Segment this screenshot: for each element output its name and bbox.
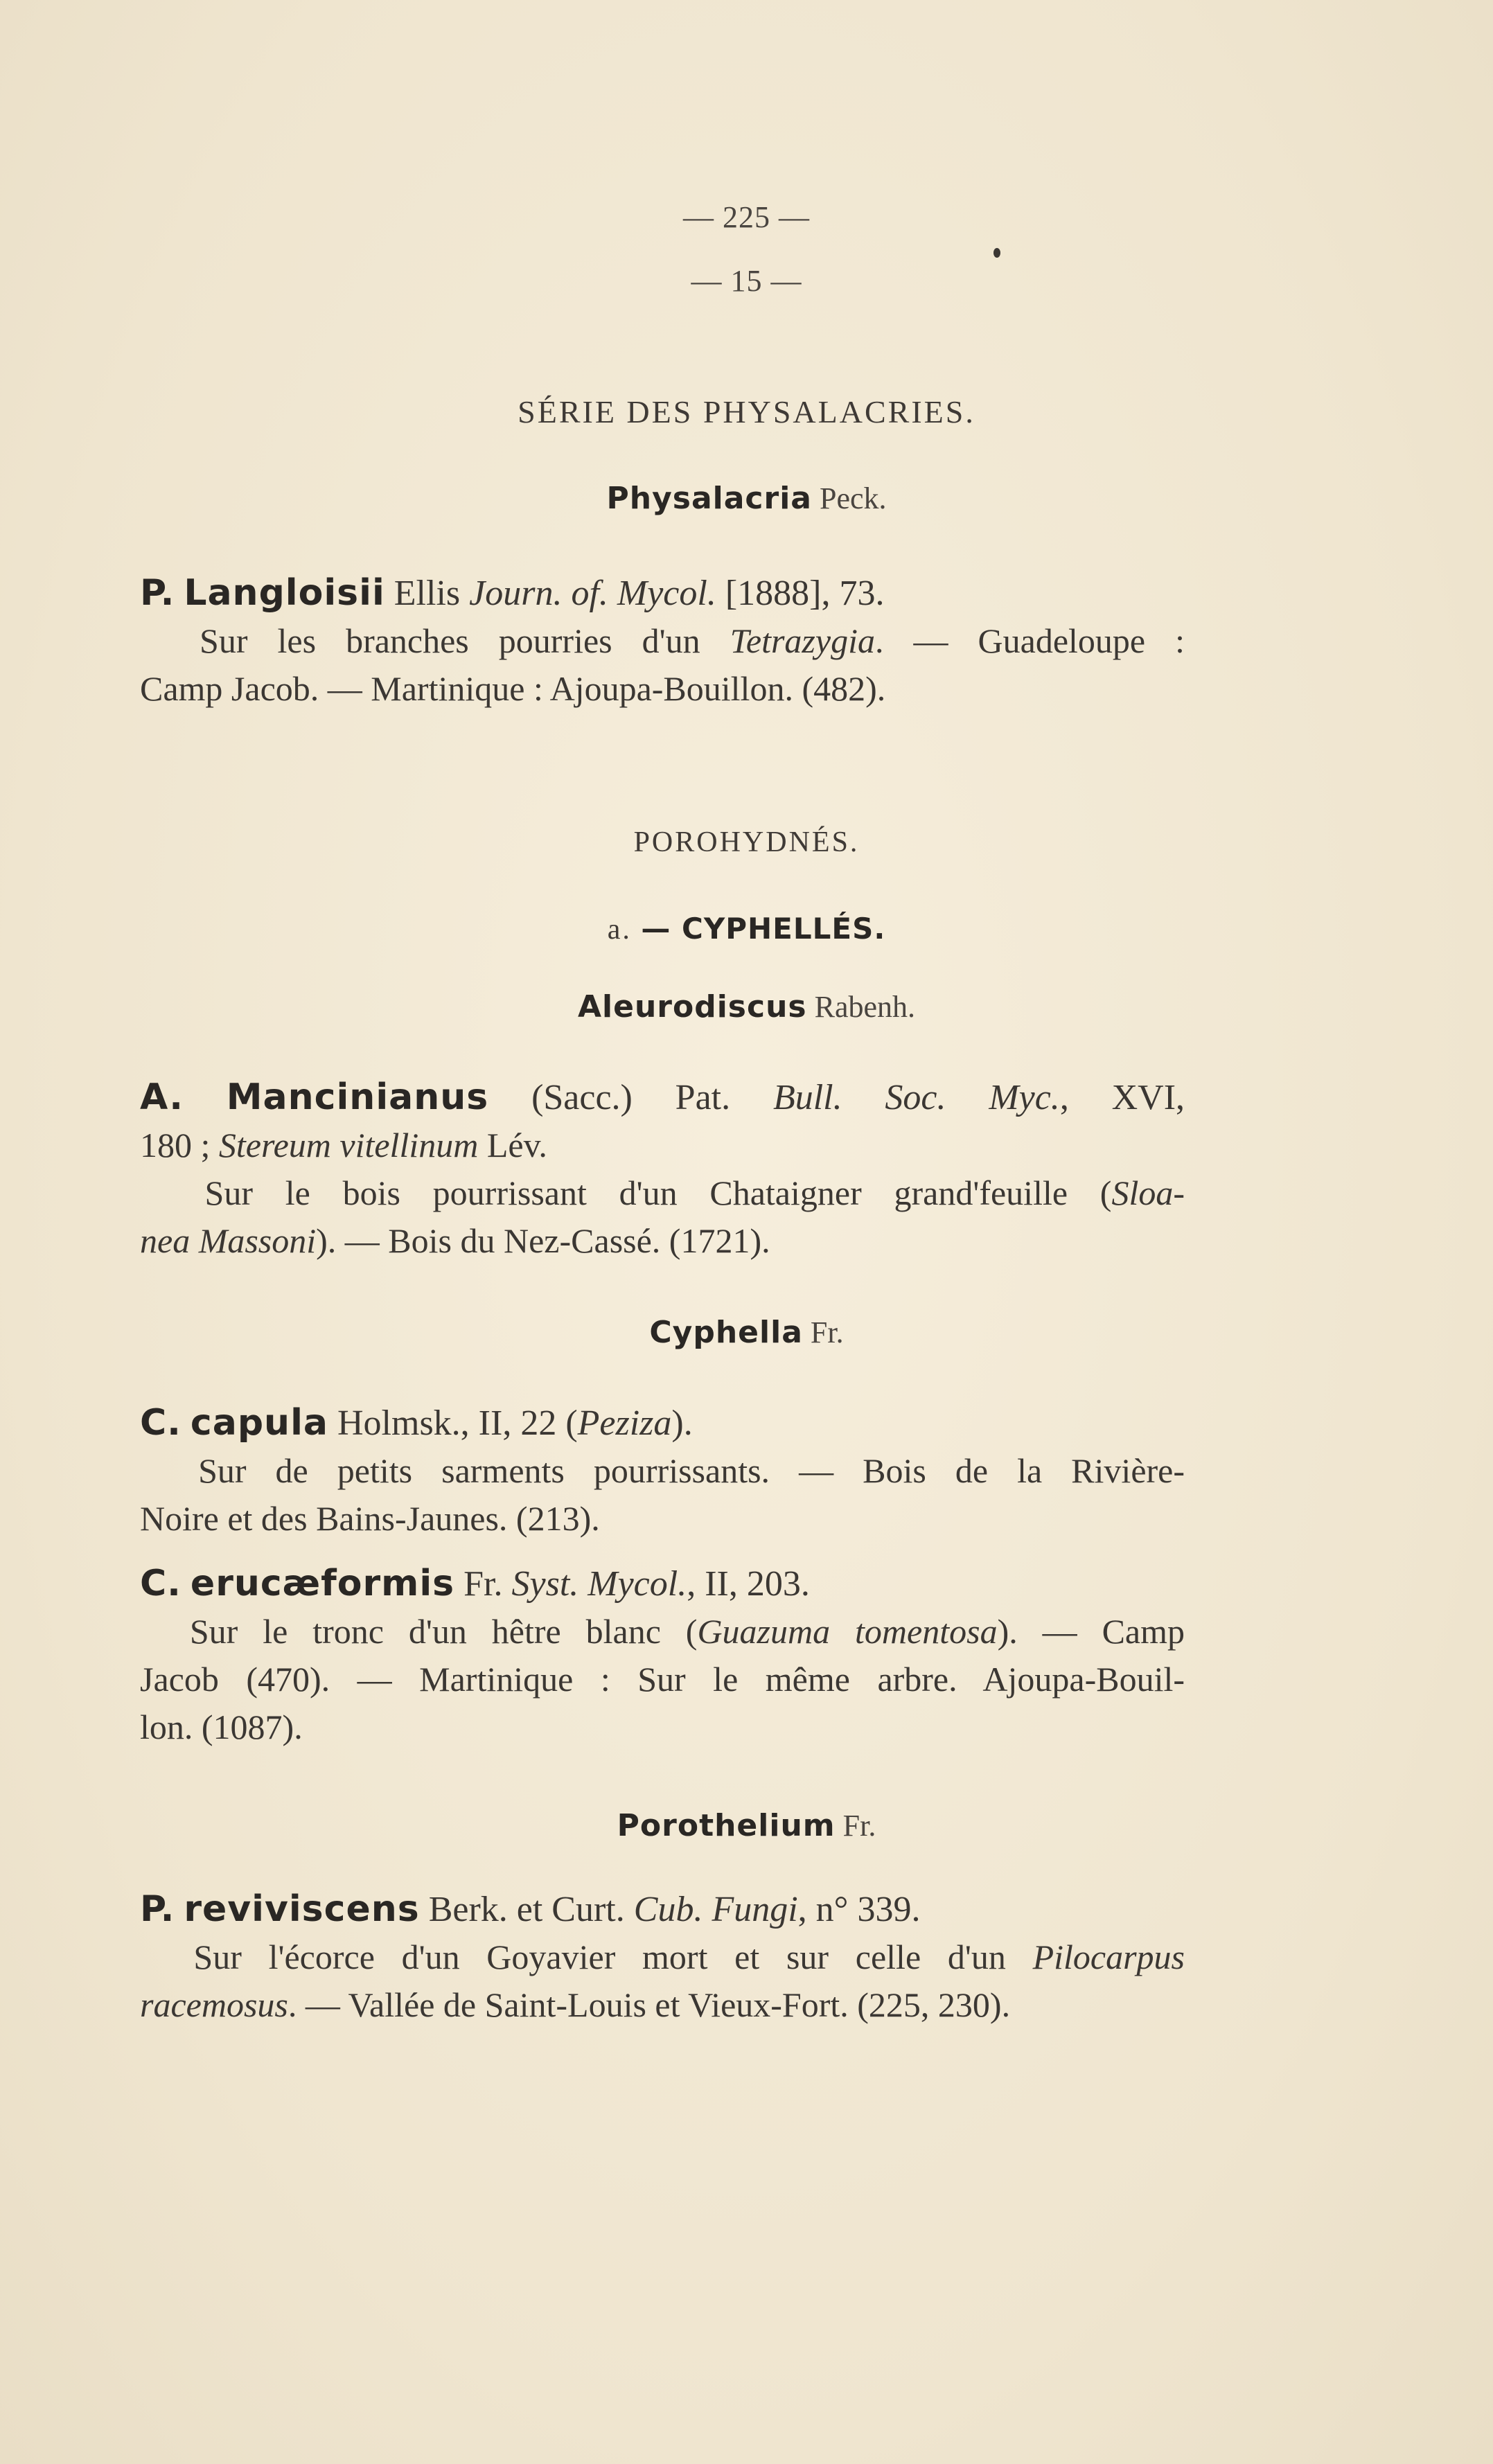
species-name: reviviscens xyxy=(184,1888,420,1930)
entry-erucaeformis xyxy=(140,1560,1185,1751)
synonym-page: 180 ; xyxy=(140,1126,219,1164)
host-name-cont: nea Massoni xyxy=(140,1221,317,1260)
locality-text: . — Vallée de Saint-Louis et Vieux-Fort. (225, 230). xyxy=(288,1985,1011,2024)
genus-author: Rabenh. xyxy=(814,990,915,1024)
genus-heading-cyphella xyxy=(0,1315,1493,1350)
host-name: Sloa- xyxy=(1111,1173,1185,1212)
entry-capula xyxy=(140,1399,1185,1543)
species-code: P. xyxy=(140,1888,175,1930)
habitat-text: Sur les branches pourries d'un xyxy=(200,621,730,660)
reference-detail: [1888], 73. xyxy=(725,574,885,613)
subsection-heading xyxy=(0,912,1493,946)
locality-line: Jacob (470). — Martinique : Sur le même arbre. Ajoupa-Bouil- xyxy=(140,1660,1185,1699)
locality-text: ). — Bois du Nez-Cassé. (1721). xyxy=(316,1221,770,1260)
locality-line: Noire et des Bains-Jaunes. (213). xyxy=(140,1499,600,1538)
subsection-letter: a. xyxy=(607,914,632,946)
reference-detail: , II, 203. xyxy=(687,1564,810,1604)
entry-langloisii xyxy=(140,569,1185,713)
reference-detail: ). xyxy=(671,1403,693,1443)
entry-reviviscens xyxy=(140,1886,1185,2029)
species-code: A. xyxy=(140,1076,184,1118)
species-author: Ellis xyxy=(394,574,461,613)
habitat-text: Sur le bois pourrissant d'un Chataigner grand'feuille ( xyxy=(204,1173,1112,1212)
species-code: P. xyxy=(140,572,175,614)
habitat-text: Sur de petits sarments pourrissants. — Bois de la Rivière- xyxy=(198,1451,1185,1490)
locality-text: ). — Camp xyxy=(997,1612,1185,1651)
reference-title: Peziza xyxy=(577,1403,672,1443)
series-title: SÉRIE DES PHYSALACRIES. xyxy=(518,394,975,429)
species-code: C. xyxy=(140,1563,182,1604)
species-author: Berk. et Curt. xyxy=(428,1890,625,1929)
locality-line-end: lon. (1087). xyxy=(140,1708,303,1746)
genus-heading-porothelium xyxy=(0,1808,1493,1843)
page-number-primary: — 225 — xyxy=(683,200,810,234)
host-name: Guazuma tomentosa xyxy=(697,1612,998,1651)
reference-title: Syst. Mycol. xyxy=(511,1564,687,1604)
species-author: (Sacc.) Pat. xyxy=(531,1078,731,1117)
synonym-author: Lév. xyxy=(478,1126,547,1164)
genus-name: Aleurodiscus xyxy=(578,989,807,1025)
reference-title: Journ. of. Mycol. xyxy=(469,574,716,613)
entry-mancinianus xyxy=(140,1074,1185,1265)
genus-heading-aleurodiscus xyxy=(0,989,1493,1025)
species-author: Fr. xyxy=(463,1564,503,1604)
species-name: capula xyxy=(190,1402,328,1444)
locality-text: . — Guadeloupe : xyxy=(874,621,1185,660)
genus-author: Fr. xyxy=(842,1809,876,1843)
host-name-cont: racemosus xyxy=(140,1985,288,2024)
locality-line: Camp Jacob. — Martinique : Ajoupa-Bouillon. (482). xyxy=(140,669,886,708)
species-name: Langloisii xyxy=(184,572,385,614)
reference-title: Bull. Soc. Myc. xyxy=(772,1078,1060,1117)
page-number-secondary: — 15 — xyxy=(691,264,802,298)
genus-name: Physalacria xyxy=(606,481,812,516)
genus-name: Cyphella xyxy=(649,1315,803,1350)
genus-author: Fr. xyxy=(810,1315,844,1349)
species-name: erucæformis xyxy=(190,1563,455,1604)
reference-title: Cub. Fungi xyxy=(633,1890,798,1929)
host-name: Pilocarpus xyxy=(1032,1938,1185,1976)
synonym-name: Stereum vitellinum xyxy=(218,1126,479,1164)
species-code: C. xyxy=(140,1402,182,1444)
species-author: Holmsk., II, 22 ( xyxy=(337,1403,578,1443)
reference-detail: , n° 339. xyxy=(797,1890,921,1929)
species-name: Mancinianus xyxy=(226,1076,489,1118)
reference-detail: , XVI, xyxy=(1059,1078,1185,1117)
habitat-text: Sur le tronc d'un hêtre blanc ( xyxy=(189,1612,698,1651)
section-title: POROHYDNÉS. xyxy=(633,826,860,858)
habitat-text: Sur l'écorce d'un Goyavier mort et sur celle d'un xyxy=(193,1938,1033,1976)
subsection-name: — CYPHELLÉS. xyxy=(641,912,886,946)
genus-heading-physalacria xyxy=(0,481,1493,516)
genus-author: Peck. xyxy=(819,481,887,515)
host-name: Tetrazygia xyxy=(730,621,875,660)
ink-spot xyxy=(993,248,1000,258)
genus-name: Porothelium xyxy=(617,1808,836,1843)
